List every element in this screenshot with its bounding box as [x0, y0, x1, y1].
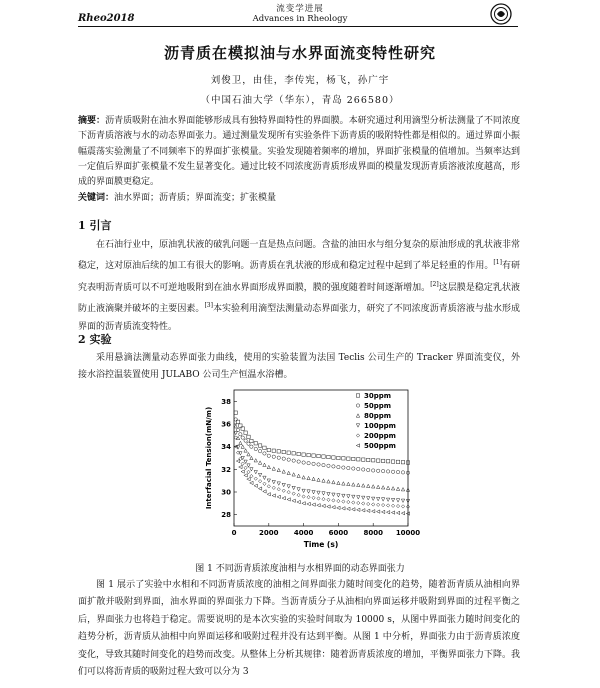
- data-point-50ppm: [401, 471, 404, 474]
- data-point-500ppm: [241, 470, 244, 473]
- data-point-200ppm: [327, 498, 330, 501]
- data-point-50ppm: [282, 457, 285, 460]
- data-point-500ppm: [263, 490, 266, 493]
- data-point-500ppm: [236, 459, 239, 462]
- data-point-80ppm: [292, 473, 295, 476]
- data-point-30ppm: [234, 411, 237, 414]
- header-left-label: Rheo2018: [78, 13, 135, 24]
- legend-label-50ppm: 50ppm: [364, 402, 392, 410]
- data-point-80ppm: [254, 459, 257, 462]
- data-point-30ppm: [327, 455, 330, 458]
- data-point-500ppm: [282, 496, 285, 499]
- data-point-200ppm: [391, 504, 394, 507]
- data-point-50ppm: [396, 470, 399, 473]
- data-point-50ppm: [292, 459, 295, 462]
- data-point-100ppm: [236, 446, 239, 449]
- data-point-30ppm: [272, 449, 275, 452]
- data-point-100ppm: [267, 479, 270, 482]
- data-point-100ppm: [277, 482, 280, 485]
- intro-text-3: 这层膜是稳定乳状液防止液滴聚并破坏的主要因素。: [78, 282, 520, 315]
- intro-text-2: 有研究表明沥青质可以不可逆地吸附到在油水界面形成界面膜，膜的强度随着时间逐渐增加。: [78, 261, 520, 293]
- data-point-30ppm: [250, 439, 253, 442]
- data-point-500ppm: [239, 465, 242, 468]
- data-point-30ppm: [277, 450, 280, 453]
- data-point-50ppm: [241, 436, 244, 439]
- legend-label-100ppm: 100ppm: [364, 422, 396, 430]
- data-point-50ppm: [362, 468, 365, 471]
- data-point-30ppm: [367, 458, 370, 461]
- data-point-500ppm: [302, 502, 305, 505]
- data-point-100ppm: [244, 460, 247, 463]
- data-point-200ppm: [282, 489, 285, 492]
- y-tick-label: 32: [221, 465, 231, 474]
- data-point-100ppm: [250, 468, 253, 471]
- data-point-500ppm: [352, 508, 355, 511]
- data-point-100ppm: [396, 499, 399, 502]
- data-point-30ppm: [282, 450, 285, 453]
- abstract-label: 摘要：: [78, 116, 106, 126]
- data-point-500ppm: [327, 505, 330, 508]
- x-tick-label: 2000: [259, 529, 279, 537]
- intro-paragraph: [78, 237, 520, 336]
- data-point-100ppm: [352, 495, 355, 498]
- data-point-50ppm: [391, 470, 394, 473]
- journal-name-cn: 流变学进展: [276, 4, 324, 14]
- data-point-100ppm: [322, 492, 325, 495]
- data-point-50ppm: [234, 418, 237, 421]
- data-point-200ppm: [367, 502, 370, 505]
- data-point-30ppm: [376, 459, 379, 462]
- data-point-200ppm: [347, 500, 350, 503]
- data-point-500ppm: [317, 504, 320, 507]
- data-point-50ppm: [312, 462, 315, 465]
- abstract-text: 沥青质吸附在油水界面能够形成具有独特界面特性的界面膜。本研究通过利用滴型分析法测量了不同浓度下沥青质溶液与水的动态界面张力。通过测量发现所有实验条件下沥青质的吸附特性都是相似的。通过界面小振幅震荡实验测量了不同频率下的界面扩张模量。实验发现随着频率的增加，界面扩张模量的值增加。当频率达到一定值后界面扩张模量不发生显著变化。通过比较不同浓度沥青质形成界面的模量发现沥青质溶液浓度越高，形成的界面膜更稳定。: [78, 116, 520, 188]
- data-point-100ppm: [386, 498, 389, 501]
- data-point-200ppm: [267, 485, 270, 488]
- data-point-80ppm: [307, 476, 310, 479]
- data-point-80ppm: [244, 449, 247, 452]
- y-tick-label: 36: [221, 420, 231, 429]
- data-point-100ppm: [302, 489, 305, 492]
- data-point-100ppm: [247, 464, 250, 467]
- data-point-200ppm: [254, 477, 257, 480]
- data-point-200ppm: [302, 495, 305, 498]
- data-point-30ppm: [386, 460, 389, 463]
- data-point-100ppm: [342, 494, 345, 497]
- y-tick-label: 38: [221, 397, 231, 406]
- data-point-30ppm: [401, 461, 404, 464]
- data-point-100ppm: [401, 499, 404, 502]
- data-point-200ppm: [247, 470, 250, 473]
- data-point-80ppm: [241, 445, 244, 448]
- data-point-100ppm: [272, 480, 275, 483]
- data-point-500ppm: [362, 509, 365, 512]
- data-point-30ppm: [263, 446, 266, 449]
- data-point-100ppm: [332, 493, 335, 496]
- data-point-50ppm: [267, 454, 270, 457]
- data-point-30ppm: [307, 453, 310, 456]
- data-point-500ppm: [322, 504, 325, 507]
- data-point-200ppm: [277, 488, 280, 491]
- data-point-500ppm: [332, 506, 335, 509]
- data-point-80ppm: [282, 470, 285, 473]
- data-point-100ppm: [317, 491, 320, 494]
- data-point-30ppm: [292, 452, 295, 455]
- affiliation: （中国石油大学（华东），青岛 266580）: [200, 95, 400, 106]
- data-point-80ppm: [372, 485, 375, 488]
- data-point-30ppm: [254, 442, 257, 445]
- data-point-80ppm: [352, 483, 355, 486]
- data-point-500ppm: [391, 511, 394, 514]
- data-point-30ppm: [352, 457, 355, 460]
- data-point-30ppm: [332, 456, 335, 459]
- data-point-80ppm: [391, 487, 394, 490]
- x-tick-label: 10000: [395, 529, 421, 537]
- data-point-80ppm: [357, 483, 360, 486]
- data-point-50ppm: [386, 470, 389, 473]
- data-point-500ppm: [401, 512, 404, 515]
- data-point-200ppm: [263, 482, 266, 485]
- data-point-50ppm: [254, 447, 257, 450]
- data-point-30ppm: [244, 431, 247, 434]
- data-point-200ppm: [337, 499, 340, 502]
- data-point-500ppm: [381, 510, 384, 513]
- legend-marker-30ppm: [356, 394, 359, 397]
- data-point-80ppm: [234, 425, 237, 428]
- journal-name-en: Advances in Rheology: [252, 14, 348, 24]
- data-point-80ppm: [277, 468, 280, 471]
- data-point-100ppm: [391, 498, 394, 501]
- data-point-80ppm: [376, 485, 379, 488]
- data-point-30ppm: [312, 454, 315, 457]
- x-tick-label: 6000: [328, 529, 349, 537]
- data-point-80ppm: [317, 478, 320, 481]
- data-point-80ppm: [396, 487, 399, 490]
- section-heading-intro: 1 引言: [78, 219, 112, 232]
- data-point-200ppm: [317, 497, 320, 500]
- data-point-200ppm: [381, 503, 384, 506]
- data-point-50ppm: [376, 469, 379, 472]
- results-paragraph: 图 1 展示了实验中水相和不同沥青质浓度的油相之间界面张力随时间变化的趋势，随着沥青质从油相向界面扩散并吸附到界面，油水界面的界面张力下降。当沥青质分子从油相向界面运移并吸附到界面的过程平衡之后，界面张力也将趋于稳定。需要说明的是本次实验的实验时间取为 10000 s，从图中界面张力随时间变化的趋势分析，沥青质从油相中向界面运移和吸附过程并没有达到平衡。从图 1 中分析，界面张力由于沥青质浓度变化，导致其随时间变化的趋势而改变。从整体上分析其规律：随着沥青质浓度的增加，平衡界面张力下降。我们可以将沥青质的吸附过程大致可以分为 3: [78, 580, 520, 678]
- data-point-50ppm: [317, 463, 320, 466]
- data-point-80ppm: [297, 474, 300, 477]
- data-point-100ppm: [367, 497, 370, 500]
- legend-marker-200ppm: [356, 434, 359, 437]
- data-point-80ppm: [272, 467, 275, 470]
- x-tick-label: 4000: [293, 529, 314, 537]
- data-point-80ppm: [332, 480, 335, 483]
- data-point-50ppm: [352, 467, 355, 470]
- data-point-80ppm: [239, 441, 242, 444]
- data-point-200ppm: [244, 466, 247, 469]
- data-point-100ppm: [376, 497, 379, 500]
- data-point-80ppm: [381, 486, 384, 489]
- data-point-30ppm: [381, 459, 384, 462]
- data-point-80ppm: [247, 453, 250, 456]
- data-point-50ppm: [239, 433, 242, 436]
- data-point-500ppm: [307, 502, 310, 505]
- data-point-80ppm: [386, 486, 389, 489]
- data-point-50ppm: [357, 467, 360, 470]
- y-tick-label: 30: [221, 488, 231, 497]
- data-point-100ppm: [357, 496, 360, 499]
- data-point-50ppm: [327, 464, 330, 467]
- data-point-100ppm: [347, 495, 350, 498]
- data-point-500ppm: [287, 498, 290, 501]
- x-tick-label: 0: [231, 529, 237, 537]
- data-point-100ppm: [312, 490, 315, 493]
- data-point-80ppm: [347, 482, 350, 485]
- citation-2[interactable]: [2]: [430, 280, 439, 288]
- data-point-50ppm: [302, 461, 305, 464]
- data-point-100ppm: [254, 470, 257, 473]
- data-point-500ppm: [247, 477, 250, 480]
- data-point-500ppm: [292, 499, 295, 502]
- data-point-200ppm: [357, 501, 360, 504]
- data-point-200ppm: [396, 504, 399, 507]
- data-point-50ppm: [272, 455, 275, 458]
- data-point-500ppm: [367, 509, 370, 512]
- legend-marker-500ppm: [356, 444, 359, 447]
- data-point-500ppm: [272, 494, 275, 497]
- data-point-500ppm: [376, 510, 379, 513]
- data-point-30ppm: [372, 459, 375, 462]
- data-point-500ppm: [258, 487, 261, 490]
- data-point-80ppm: [362, 484, 365, 487]
- data-point-80ppm: [267, 465, 270, 468]
- y-tick-label: 34: [221, 443, 231, 452]
- data-point-100ppm: [287, 485, 290, 488]
- data-point-30ppm: [247, 435, 250, 438]
- journal-logo-icon: [490, 3, 512, 25]
- data-point-50ppm: [287, 458, 290, 461]
- legend-label-200ppm: 200ppm: [364, 432, 396, 440]
- data-point-50ppm: [372, 469, 375, 472]
- data-point-80ppm: [342, 482, 345, 485]
- data-point-100ppm: [258, 473, 261, 476]
- y-axis-label: Interfacial Tension(mN/m): [205, 406, 213, 510]
- keywords-label: 关键词：: [78, 193, 115, 203]
- data-point-30ppm: [391, 460, 394, 463]
- abstract: [78, 114, 520, 190]
- data-point-50ppm: [247, 442, 250, 445]
- data-point-50ppm: [258, 450, 261, 453]
- data-point-100ppm: [292, 486, 295, 489]
- data-point-200ppm: [376, 503, 379, 506]
- data-point-200ppm: [372, 503, 375, 506]
- data-point-500ppm: [250, 481, 253, 484]
- citation-1[interactable]: [1]: [493, 259, 502, 267]
- data-point-50ppm: [381, 469, 384, 472]
- data-point-100ppm: [327, 492, 330, 495]
- data-point-500ppm: [244, 474, 247, 477]
- data-point-80ppm: [322, 479, 325, 482]
- data-point-100ppm: [337, 494, 340, 497]
- data-point-500ppm: [277, 495, 280, 498]
- data-point-200ppm: [386, 504, 389, 507]
- data-point-200ppm: [332, 499, 335, 502]
- legend-label-30ppm: 30ppm: [364, 392, 392, 400]
- data-point-80ppm: [258, 461, 261, 464]
- data-point-30ppm: [258, 444, 261, 447]
- data-point-80ppm: [250, 456, 253, 459]
- data-point-30ppm: [337, 456, 340, 459]
- data-point-200ppm: [292, 492, 295, 495]
- data-point-30ppm: [317, 454, 320, 457]
- data-point-50ppm: [322, 463, 325, 466]
- data-point-500ppm: [347, 507, 350, 510]
- data-point-50ppm: [367, 468, 370, 471]
- data-point-30ppm: [347, 457, 350, 460]
- data-point-50ppm: [342, 466, 345, 469]
- interfacial-tension-chart: [200, 384, 422, 554]
- data-point-80ppm: [327, 480, 330, 483]
- data-point-30ppm: [297, 452, 300, 455]
- intro-text-1: 在石油行业中，原油乳状液的破乳问题一直是热点问题。含盐的油田水与组分复杂的原油形成的乳状液非常稳定，这对原油后续的加工有很大的影响。沥青质在乳状液的形成和稳定过程中起到了举足轻重的作用。: [78, 240, 520, 272]
- intro-text-4: 本实验利用滴型法测量动态界面张力，研究了不同浓度沥青质溶液与盐水形成界面的沥青质流变特性。: [78, 304, 520, 332]
- data-point-100ppm: [362, 496, 365, 499]
- data-point-30ppm: [396, 460, 399, 463]
- data-point-500ppm: [297, 500, 300, 503]
- data-point-50ppm: [244, 439, 247, 442]
- data-point-30ppm: [322, 455, 325, 458]
- data-point-500ppm: [372, 510, 375, 513]
- data-point-100ppm: [372, 497, 375, 500]
- legend-marker-50ppm: [356, 404, 359, 407]
- data-point-500ppm: [342, 507, 345, 510]
- section-heading-experiment: 2 实验: [78, 333, 112, 346]
- figure-caption: 图 1 不同沥青质浓度油相与水相界面的动态界面张力: [195, 564, 405, 574]
- data-point-50ppm: [250, 445, 253, 448]
- paper-title: 沥青质在模拟油与水界面流变特性研究: [163, 44, 436, 62]
- data-point-30ppm: [342, 457, 345, 460]
- data-point-50ppm: [347, 466, 350, 469]
- data-point-200ppm: [297, 493, 300, 496]
- data-point-80ppm: [312, 477, 315, 480]
- data-point-200ppm: [362, 502, 365, 505]
- data-point-50ppm: [297, 460, 300, 463]
- data-point-500ppm: [396, 511, 399, 514]
- data-point-500ppm: [357, 508, 360, 511]
- data-point-50ppm: [263, 452, 266, 455]
- data-point-80ppm: [302, 476, 305, 479]
- data-point-30ppm: [302, 453, 305, 456]
- citation-3[interactable]: [3]: [204, 302, 213, 310]
- data-point-50ppm: [277, 456, 280, 459]
- data-point-500ppm: [267, 493, 270, 496]
- experiment-paragraph: 采用悬滴法测量动态界面张力曲线，使用的实验装置为法国 Teclis 公司生产的 Tracker 界面流变仪，外接水浴控温装置使用 JULABO 公司生产恒温水浴槽。: [78, 353, 520, 381]
- data-point-200ppm: [241, 462, 244, 465]
- x-tick-label: 8000: [363, 529, 383, 537]
- data-point-200ppm: [312, 496, 315, 499]
- data-point-50ppm: [337, 465, 340, 468]
- data-point-80ppm: [401, 488, 404, 491]
- data-point-80ppm: [263, 463, 266, 466]
- data-point-500ppm: [312, 503, 315, 506]
- authors: 刘俊卫，由佳，李传宪，杨飞，孙广宇: [210, 75, 390, 86]
- data-point-200ppm: [307, 495, 310, 498]
- data-point-100ppm: [381, 498, 384, 501]
- y-tick-label: 28: [221, 511, 231, 520]
- data-point-500ppm: [337, 506, 340, 509]
- data-point-500ppm: [386, 511, 389, 514]
- keywords: [78, 190, 520, 203]
- data-point-30ppm: [357, 458, 360, 461]
- keywords-text: 油水界面；沥青质；界面流变；扩张模量: [114, 193, 277, 203]
- data-point-80ppm: [367, 484, 370, 487]
- data-point-30ppm: [287, 451, 290, 454]
- data-point-100ppm: [263, 476, 266, 479]
- data-point-80ppm: [337, 481, 340, 484]
- data-point-100ppm: [307, 490, 310, 493]
- data-point-200ppm: [287, 490, 290, 493]
- data-point-500ppm: [254, 484, 257, 487]
- legend-marker-80ppm: [356, 414, 359, 417]
- data-point-200ppm: [322, 497, 325, 500]
- data-point-200ppm: [401, 505, 404, 508]
- data-point-50ppm: [332, 465, 335, 468]
- data-point-200ppm: [352, 501, 355, 504]
- data-point-100ppm: [297, 488, 300, 491]
- data-point-100ppm: [234, 431, 237, 434]
- data-point-200ppm: [272, 486, 275, 489]
- data-point-50ppm: [307, 461, 310, 464]
- data-point-80ppm: [287, 471, 290, 474]
- data-point-100ppm: [282, 483, 285, 486]
- data-point-200ppm: [258, 480, 261, 483]
- legend-marker-100ppm: [356, 424, 359, 427]
- header-rule: [78, 26, 518, 27]
- data-point-30ppm: [267, 448, 270, 451]
- data-point-200ppm: [342, 500, 345, 503]
- data-point-30ppm: [362, 458, 365, 461]
- x-axis-label: Time (s): [303, 540, 339, 549]
- legend-label-80ppm: 80ppm: [364, 412, 392, 420]
- legend-label-500ppm: 500ppm: [364, 442, 396, 450]
